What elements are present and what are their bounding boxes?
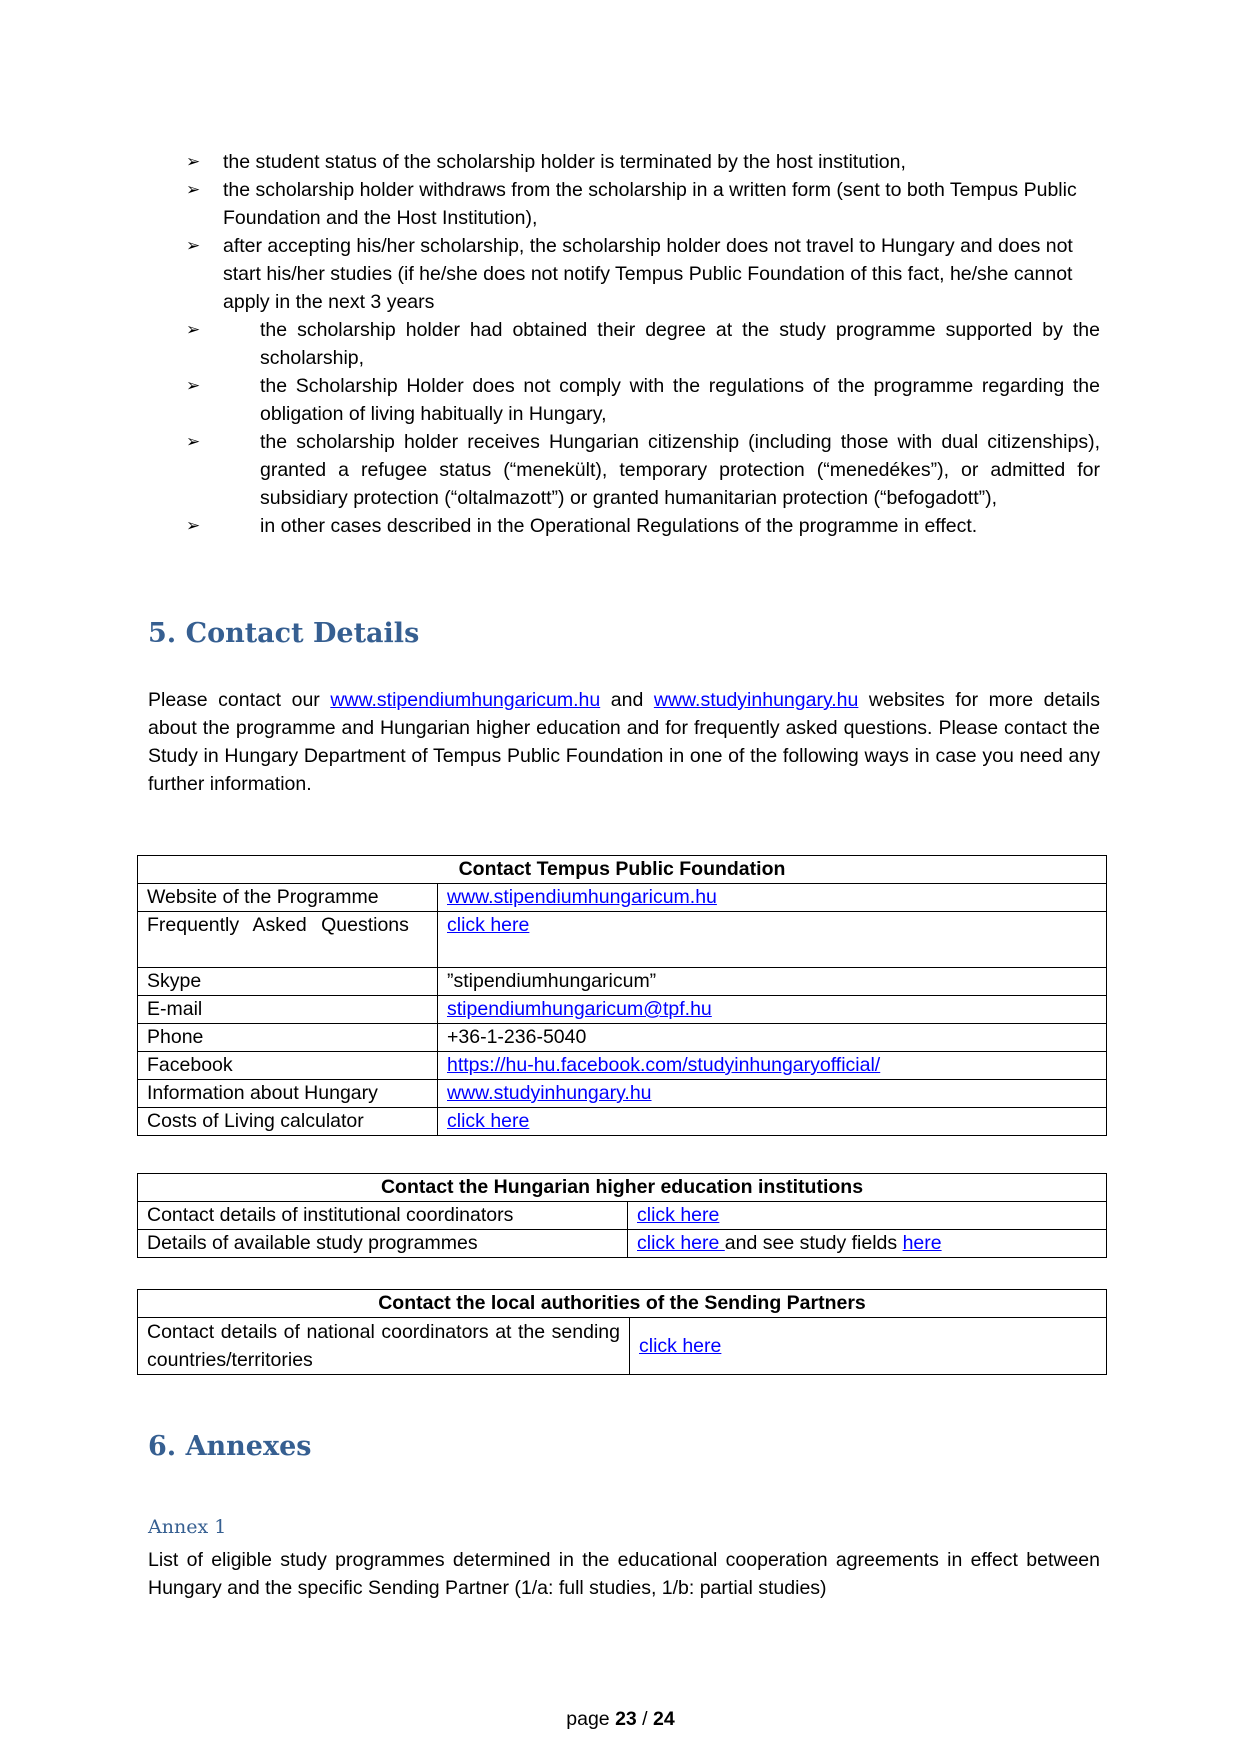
stipendiumhungaricum-link[interactable]: www.stipendiumhungaricum.hu bbox=[330, 689, 601, 711]
table-row bbox=[138, 968, 1107, 996]
arrow-bullet-icon: ➢ bbox=[186, 320, 201, 339]
list-item-text: the student status of the scholarship holder is terminated by the host institution, bbox=[223, 151, 906, 173]
table-row bbox=[138, 912, 1107, 968]
row-label: Facebook bbox=[138, 1052, 438, 1080]
text: / bbox=[636, 1708, 654, 1730]
row-label: Contact details of institutional coordinators bbox=[138, 1202, 628, 1230]
table-row bbox=[138, 884, 1107, 912]
sending-partners-contact-table bbox=[137, 1289, 1107, 1375]
list-item bbox=[148, 148, 1100, 176]
list-item-text: in other cases described in the Operational Regulations of the programme in effect. bbox=[260, 515, 978, 537]
annex-1-description: List of eligible study programmes determined in the educational cooperation agreements in effect between Hungary and the specific Sending Partner (1/a: full studies, 1/b: partial studies) bbox=[148, 1549, 1100, 1599]
table-row bbox=[138, 1318, 1107, 1375]
list-item-text: the Scholarship Holder does not comply with the regulations of the programme regarding the obligation of living habitually in Hungary, bbox=[260, 375, 1100, 425]
text: Please contact our bbox=[148, 689, 331, 711]
annex-1-title: Annex 1 bbox=[148, 1516, 227, 1538]
skype-value: ”stipendiumhungaricum” bbox=[438, 968, 1107, 996]
list-item-text: after accepting his/her scholarship, the scholarship holder does not travel to Hungary and does not start his/her studies (if he/she does not notify Tempus Public Foundation of this fact, he/she cannot apply in the next 3 years bbox=[223, 235, 1073, 313]
text: page bbox=[566, 1708, 616, 1730]
section-heading-annexes: 6. Annexes bbox=[148, 1431, 312, 1462]
row-label: E-mail bbox=[138, 996, 438, 1024]
row-label: Costs of Living calculator bbox=[138, 1108, 438, 1136]
table-row bbox=[138, 1202, 1107, 1230]
arrow-bullet-icon: ➢ bbox=[186, 376, 201, 395]
termination-conditions-list bbox=[148, 148, 1100, 540]
programme-website-link[interactable]: www.stipendiumhungaricum.hu bbox=[447, 886, 717, 908]
institutional-coordinators-link[interactable]: click here bbox=[637, 1204, 720, 1226]
hei-contact-table bbox=[137, 1173, 1107, 1258]
arrow-bullet-icon: ➢ bbox=[186, 516, 201, 535]
list-item-text: the scholarship holder withdraws from the scholarship in a written form (sent to both Tempus Public Foundation and the Host Institution), bbox=[223, 179, 1077, 229]
table-header: Contact Tempus Public Foundation bbox=[138, 856, 1107, 884]
list-item bbox=[148, 372, 1100, 428]
table-header: Contact the local authorities of the Sending Partners bbox=[138, 1290, 1107, 1318]
list-item bbox=[148, 316, 1100, 372]
arrow-bullet-icon: ➢ bbox=[186, 180, 201, 199]
arrow-bullet-icon: ➢ bbox=[186, 432, 201, 451]
arrow-bullet-icon: ➢ bbox=[186, 236, 201, 255]
table-row bbox=[138, 996, 1107, 1024]
facebook-link[interactable]: https://hu-hu.facebook.com/studyinhungaryofficial/ bbox=[447, 1054, 881, 1076]
list-item bbox=[148, 428, 1100, 512]
list-item bbox=[148, 232, 1100, 316]
table-row bbox=[138, 1052, 1107, 1080]
list-item-text: the scholarship holder had obtained their degree at the study programme supported by the scholarship, bbox=[260, 319, 1100, 369]
phone-value: +36-1-236-5040 bbox=[438, 1024, 1107, 1052]
list-item bbox=[148, 176, 1100, 232]
row-label: Website of the Programme bbox=[138, 884, 438, 912]
row-label: Details of available study programmes bbox=[138, 1230, 628, 1258]
study-fields-link[interactable]: here bbox=[902, 1232, 942, 1254]
row-label: Skype bbox=[138, 968, 438, 996]
row-label: Information about Hungary bbox=[138, 1080, 438, 1108]
text: websites for more details about the programme and Hungarian higher education and for frequently asked questions. Please contact the Study in Hungary Department of Tempus Public Foundation in one of the following ways in case you need any further information. bbox=[148, 689, 1100, 795]
table-row bbox=[138, 1230, 1107, 1258]
list-item-text: the scholarship holder receives Hungarian citizenship (including those with dual citizenships), granted a refugee status (“menekült), temporary protection (“menedékes”), or admitted for subsidiary protection (“oltalmazott”) or granted humanitarian protection (“befogadott”), bbox=[260, 431, 1100, 509]
row-label: Frequently Asked Questions bbox=[138, 912, 438, 968]
study-programmes-link[interactable]: click here bbox=[637, 1232, 725, 1254]
studyinhungary-link[interactable]: www.studyinhungary.hu bbox=[653, 689, 859, 711]
table-row bbox=[138, 1108, 1107, 1136]
list-item bbox=[148, 512, 1100, 540]
email-link[interactable]: stipendiumhungaricum@tpf.hu bbox=[447, 998, 712, 1020]
total-pages: 24 bbox=[653, 1708, 675, 1730]
text: and bbox=[600, 689, 654, 711]
page-number bbox=[0, 1708, 1241, 1731]
table-header: Contact the Hungarian higher education institutions bbox=[138, 1174, 1107, 1202]
hungary-info-link[interactable]: www.studyinhungary.hu bbox=[447, 1082, 652, 1104]
row-label: Phone bbox=[138, 1024, 438, 1052]
arrow-bullet-icon: ➢ bbox=[186, 152, 201, 171]
contact-intro-paragraph bbox=[148, 686, 1100, 798]
cost-of-living-link[interactable]: click here bbox=[447, 1110, 530, 1132]
table-row bbox=[138, 1080, 1107, 1108]
faq-link[interactable]: click here bbox=[447, 914, 530, 936]
text: and see study fields bbox=[724, 1232, 903, 1254]
section-heading-contact-details: 5. Contact Details bbox=[148, 618, 420, 649]
national-coordinators-link[interactable]: click here bbox=[639, 1334, 722, 1357]
current-page: 23 bbox=[615, 1708, 637, 1730]
tempus-contact-table bbox=[137, 855, 1107, 1136]
table-row bbox=[138, 1024, 1107, 1052]
row-label: Contact details of national coordinators at the sending countries/territories bbox=[138, 1318, 630, 1375]
